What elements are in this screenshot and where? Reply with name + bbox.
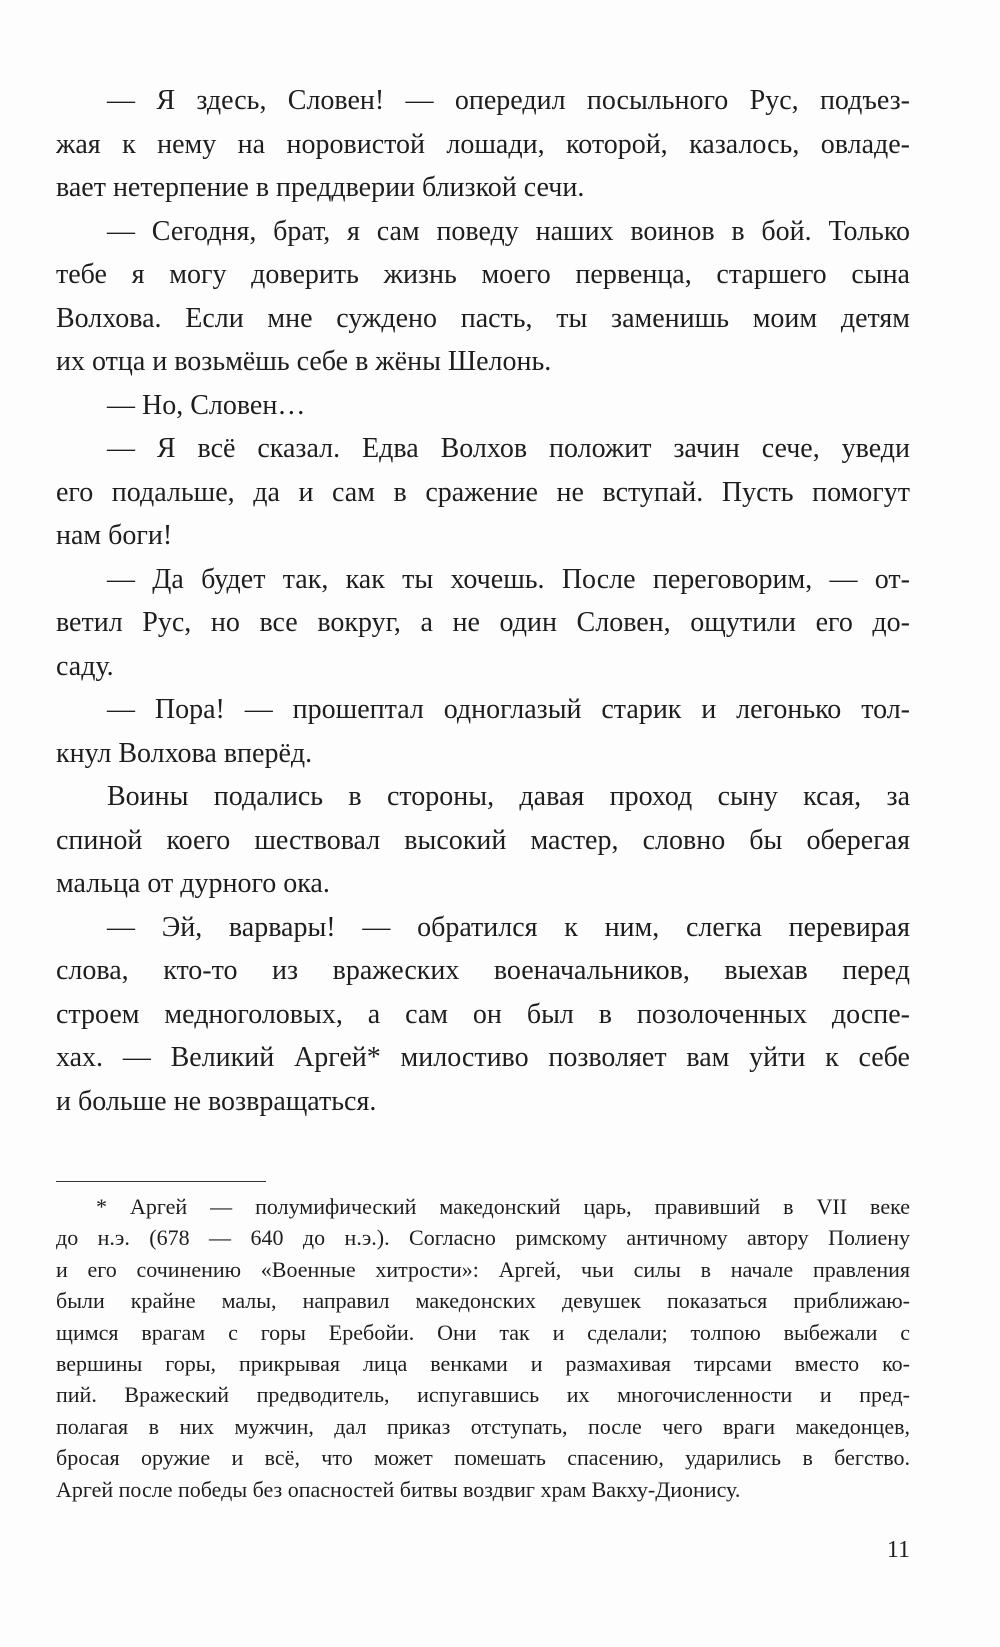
text-line: — Я всё сказал. Едва Волхов положит зачин сече, уведи xyxy=(107,433,910,464)
text-line: ветил Рус, но все вокруг, а не один Словен, ощутили его до- xyxy=(56,607,910,638)
text-line: хах. — Великий Аргей* милостиво позволяет вам уйти к себе xyxy=(56,1042,910,1073)
text-line: строем медноголовых, а сам он был в позолоченных доспе- xyxy=(56,998,910,1030)
paragraph xyxy=(56,558,910,689)
text-line: бросая оружие и всё, что может помешать спасению, ударились в бегство. xyxy=(56,1445,910,1471)
paragraph xyxy=(56,210,910,384)
text-line: вершины горы, прикрывая лица венками и размахивая тирсами вместо ко- xyxy=(56,1350,910,1376)
text-line: нам боги! xyxy=(56,520,173,551)
paragraph xyxy=(56,79,910,210)
text-line: спиной коего шествовал высокий мастер, словно бы оберегая xyxy=(56,824,910,856)
paragraph xyxy=(56,384,910,428)
text-line: — Но, Словен… xyxy=(107,389,306,421)
paragraph xyxy=(56,775,910,906)
text-line: жая к нему на норовистой лошади, которой, казалось, овладе- xyxy=(56,128,910,160)
text-line: кнул Волхова вперёд. xyxy=(56,737,313,769)
text-line: саду. xyxy=(56,650,114,682)
text-line: и его сочинению «Военные хитрости»: Аргей, чьи силы в начале правления xyxy=(56,1256,910,1282)
text-line: слова, кто-то из вражеских военачальников, выехав перед xyxy=(56,955,910,986)
text-line: Аргей после победы без опасностей битвы воздвиг храм Вакху-Дионису. xyxy=(56,1476,741,1502)
footnote xyxy=(56,1191,910,1505)
text-line: их отца и возьмёшь себе в жёны Шелонь. xyxy=(56,346,552,377)
text-line: были крайне малы, направил македонских девушек показаться приближаю- xyxy=(56,1288,910,1314)
paragraph xyxy=(56,1191,910,1505)
text-line: вает нетерпение в преддверии близкой сечи. xyxy=(56,172,585,203)
paragraph xyxy=(56,906,910,1124)
text-line: полагая в них мужчин, дал приказ отступать, после чего враги македонцев, xyxy=(56,1413,910,1439)
text-line: Волхова. Если мне суждено пасть, ты заменишь моим детям xyxy=(56,302,910,334)
main-text xyxy=(56,79,910,1123)
text-line: * Аргей — полумифический македонский царь, правивший в VII веке xyxy=(96,1194,910,1219)
text-line: тебе я могу доверить жизнь моего первенца, старшего сына xyxy=(56,259,910,290)
page-number: 11 xyxy=(886,1537,910,1563)
paragraph xyxy=(56,427,910,558)
text-line: — Я здесь, Словен! — опередил посыльного Рус, подъез- xyxy=(107,85,910,116)
paragraph xyxy=(56,688,910,775)
text-line: его подальше, да и сам в сражение не вступай. Пусть помогут xyxy=(56,476,910,508)
text-line: — Эй, варвары! — обратился к ним, слегка перевирая xyxy=(107,911,910,943)
text-line: щимся врагам с горы Еребойи. Они так и сделали; толпою выбежали с xyxy=(56,1319,910,1345)
text-line: и больше не возвращаться. xyxy=(56,1085,377,1117)
text-line: Воины подались в стороны, давая проход сыну ксая, за xyxy=(107,781,910,812)
text-line: — Пора! — прошептал одноглазый старик и легонько тол- xyxy=(107,694,910,725)
text-line: до н.э. (678 — 640 до н.э.). Согласно римскому античному автору Полиену xyxy=(56,1225,910,1251)
text-line: — Да будет так, как ты хочешь. После переговорим, — от- xyxy=(107,563,910,595)
text-line: пий. Вражеский предводитель, испугавшись их многочисленности и пред- xyxy=(56,1382,910,1408)
text-line: — Сегодня, брат, я сам поведу наших воинов в бой. Только xyxy=(107,215,910,247)
footnote-separator xyxy=(56,1181,266,1182)
text-line: мальца от дурного ока. xyxy=(56,868,330,899)
